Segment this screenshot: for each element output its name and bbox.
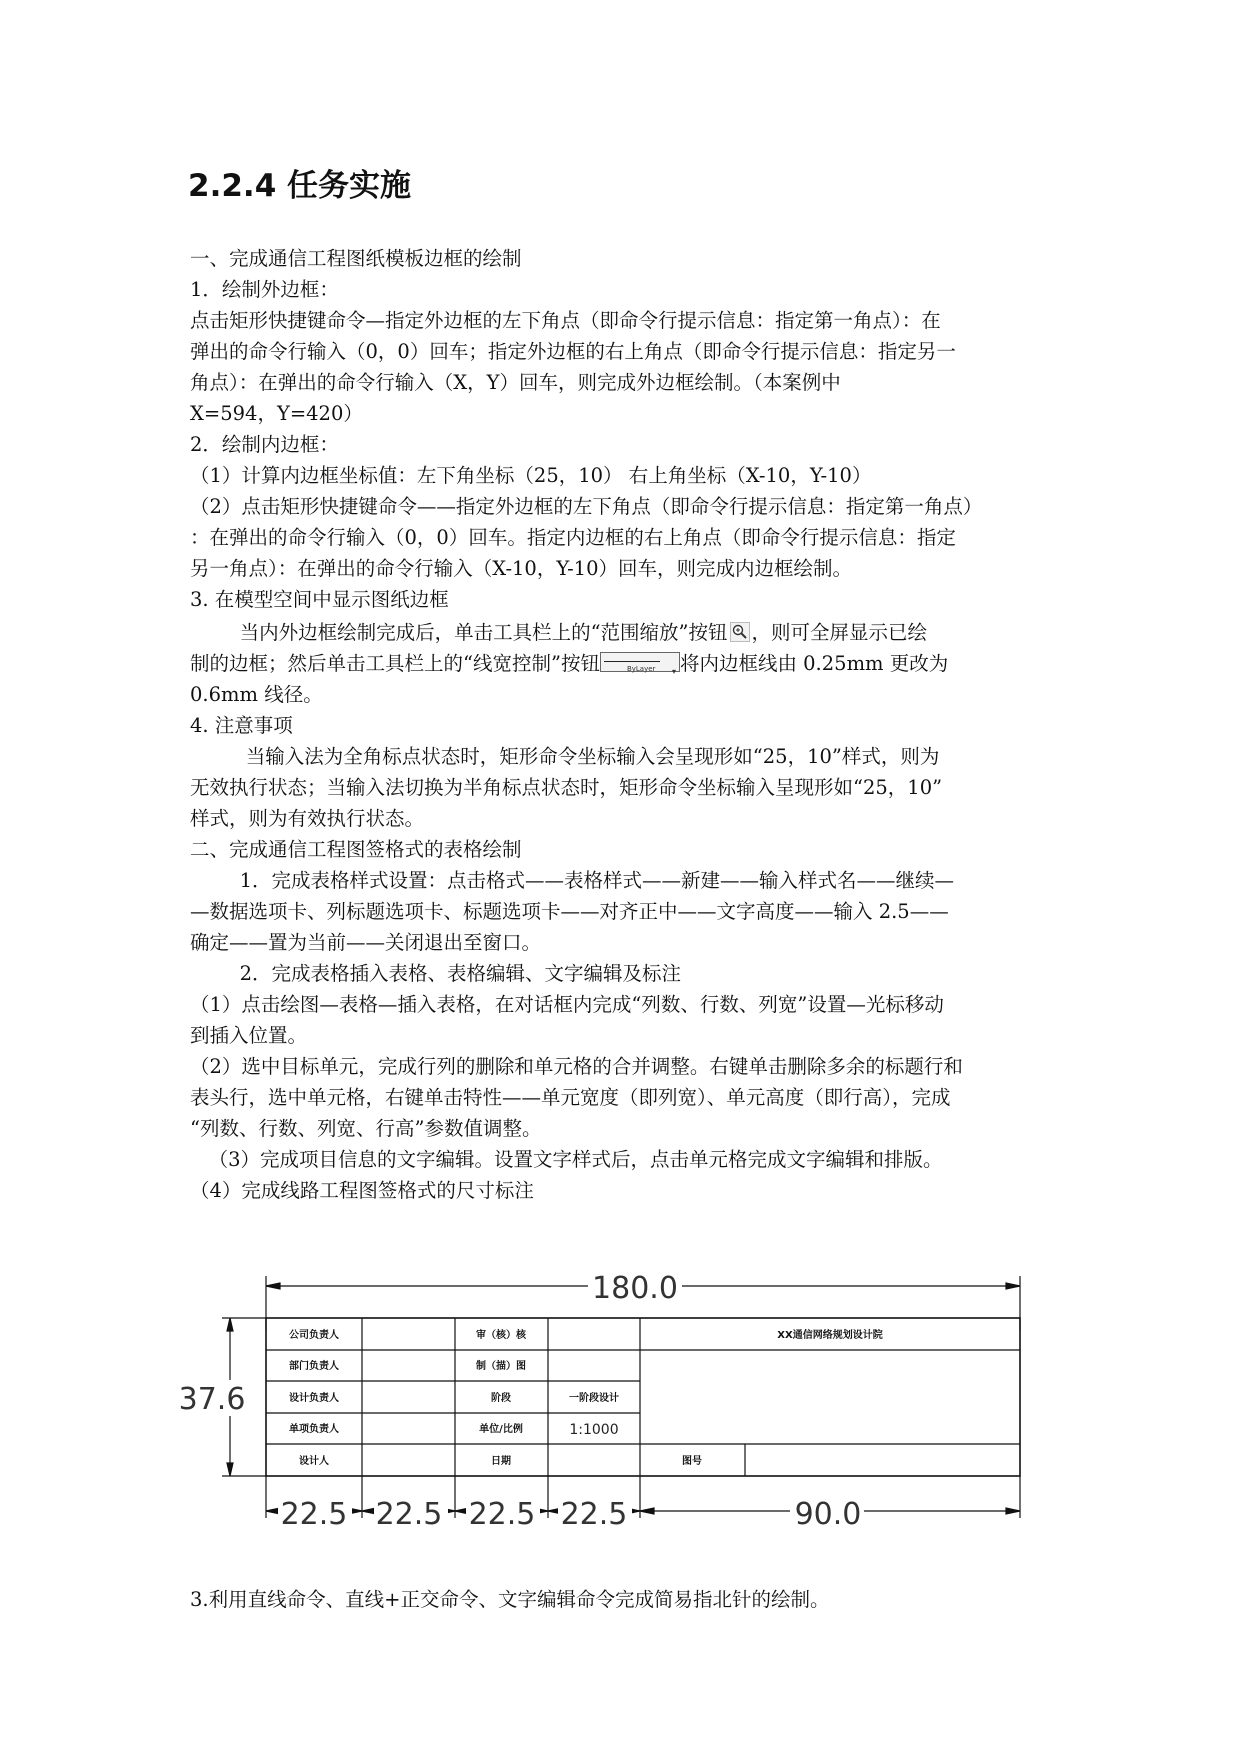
cell-label: 阶段 <box>491 1393 511 1404</box>
paragraph-line: 到插入位置。 <box>190 1024 308 1047</box>
paragraph-line: 弹出的命令行输入（0，0）回车；指定外边框的右上角点（即命令行提示信息：指定另一 <box>190 340 956 363</box>
paragraph-line <box>190 649 948 679</box>
paragraph-line: 1．完成表格样式设置：点击格式——表格样式——新建——输入样式名——继续— <box>190 869 954 892</box>
cell-label: 图号 <box>682 1456 702 1467</box>
cell-label: 设计人 <box>299 1456 329 1467</box>
lineweight-dropdown-icon[interactable]: ByLayer ▾ <box>600 652 680 672</box>
section-heading: 2.2.4 任务实施 <box>188 168 412 204</box>
zoom-text-before: 当内外边框绘制完成后，单击工具栏上的“范围缩放”按钮 <box>190 621 728 644</box>
paragraph-line: 4. 注意事项 <box>190 714 293 737</box>
dim-total: 180.0 <box>592 1271 678 1306</box>
paragraph-line: 无效执行状态；当输入法切换为半角标点状态时，矩形命令坐标输入呈现形如“25，10” <box>190 776 943 799</box>
paragraph-line: “列数、行数、列宽、行高”参数值调整。 <box>190 1117 542 1140</box>
paragraph-line: （4）完成线路工程图签格式的尺寸标注 <box>190 1179 534 1202</box>
title-block-drawing <box>178 1268 1050 1532</box>
zoom-text-after: ，则可全屏显示已绘 <box>751 621 928 644</box>
cell-label: 审（核）核 <box>476 1330 526 1341</box>
paragraph-line: （2）点击矩形快捷键命令——指定外边框的左下角点（即命令行提示信息：指定第一角点） <box>190 495 983 518</box>
dim-col-3: 22.5 <box>468 1497 536 1532</box>
cell-label: 单位/比例 <box>479 1424 523 1435</box>
paragraph-line: 2．绘制内边框： <box>190 433 339 456</box>
dim-col-2: 22.5 <box>375 1497 443 1532</box>
paragraph-line: 样式，则为有效执行状态。 <box>190 807 425 830</box>
cell-label: 日期 <box>491 1456 511 1467</box>
dim-col-1: 22.5 <box>280 1497 348 1532</box>
paragraph-line: 确定——置为当前——关闭退出至窗口。 <box>190 931 542 954</box>
zoom-extents-icon[interactable] <box>730 621 750 641</box>
lineweight-text-after: 将内边框线由 0.25mm 更改为 <box>679 652 949 675</box>
paragraph-line: 角点）：在弹出的命令行输入（X，Y）回车，则完成外边框绘制。（本案例中 <box>190 371 841 394</box>
paragraph-line: ：在弹出的命令行输入（0，0）回车。指定内边框的右上角点（即命令行提示信息：指定 <box>190 526 956 549</box>
paragraph-line: （2）选中目标单元，完成行列的删除和单元格的合并调整。右键单击删除多余的标题行和 <box>190 1055 963 1078</box>
dim-col-5: 90.0 <box>794 1497 862 1532</box>
paragraph-line: 另一角点）：在弹出的命令行输入（X-10，Y-10）回车，则完成内边框绘制。 <box>190 557 852 580</box>
paragraph-line: 点击矩形快捷键命令—指定外边框的左下角点（即命令行提示信息：指定第一角点）：在 <box>190 309 941 332</box>
cell-value: 一阶段设计 <box>569 1393 619 1404</box>
paragraph-line: （1）计算内边框坐标值：左下角坐标（25，10） 右上角坐标（X-10，Y-10） <box>190 464 872 487</box>
paragraph-line: 表头行，选中单元格，右键单击特性——单元宽度（即列宽）、单元高度（即行高），完成 <box>190 1086 951 1109</box>
cell-title: XX通信网络规划设计院 <box>777 1330 883 1341</box>
dim-height: 37.6 <box>178 1382 246 1417</box>
cell-label: 单项负责人 <box>289 1424 339 1435</box>
paragraph-line: 1．绘制外边框： <box>190 278 339 301</box>
lineweight-text-before: 制的边框；然后单击工具栏上的“线宽控制”按钮 <box>190 652 600 675</box>
cell-value: 1:1000 <box>569 1422 619 1438</box>
paragraph-line: 当输入法为全角标点状态时，矩形命令坐标输入会呈现形如“25，10”样式，则为 <box>190 745 940 768</box>
cell-label: 部门负责人 <box>289 1361 339 1372</box>
lineweight-label: ByLayer <box>626 665 656 673</box>
cell-label: 设计负责人 <box>289 1393 339 1404</box>
paragraph-line: 3. 在模型空间中显示图纸边框 <box>190 588 449 611</box>
paragraph-line: —数据选项卡、列标题选项卡、标题选项卡——对齐正中——文字高度——输入 2.5—— <box>190 900 949 923</box>
cell-label: 制（描）图 <box>476 1361 526 1372</box>
dim-col-4: 22.5 <box>560 1497 628 1532</box>
cell-label: 公司负责人 <box>289 1330 339 1341</box>
paragraph-line <box>190 618 927 648</box>
paragraph-line: 3.利用直线命令、直线+正交命令、文字编辑命令完成简易指北针的绘制。 <box>190 1588 830 1611</box>
paragraph-line: 0.6mm 线径。 <box>190 683 323 706</box>
paragraph-line: （1）点击绘图—表格—插入表格，在对话框内完成“列数、行数、列宽”设置—光标移动 <box>190 993 944 1016</box>
paragraph-line: （3）完成项目信息的文字编辑。设置文字样式后，点击单元格完成文字编辑和排版。 <box>190 1148 943 1171</box>
paragraph-line: X=594，Y=420） <box>190 402 363 425</box>
paragraph-line: 2．完成表格插入表格、表格编辑、文字编辑及标注 <box>190 962 681 985</box>
paragraph-line: 一、完成通信工程图纸模板边框的绘制 <box>190 247 522 270</box>
paragraph-line: 二、完成通信工程图签格式的表格绘制 <box>190 838 522 861</box>
